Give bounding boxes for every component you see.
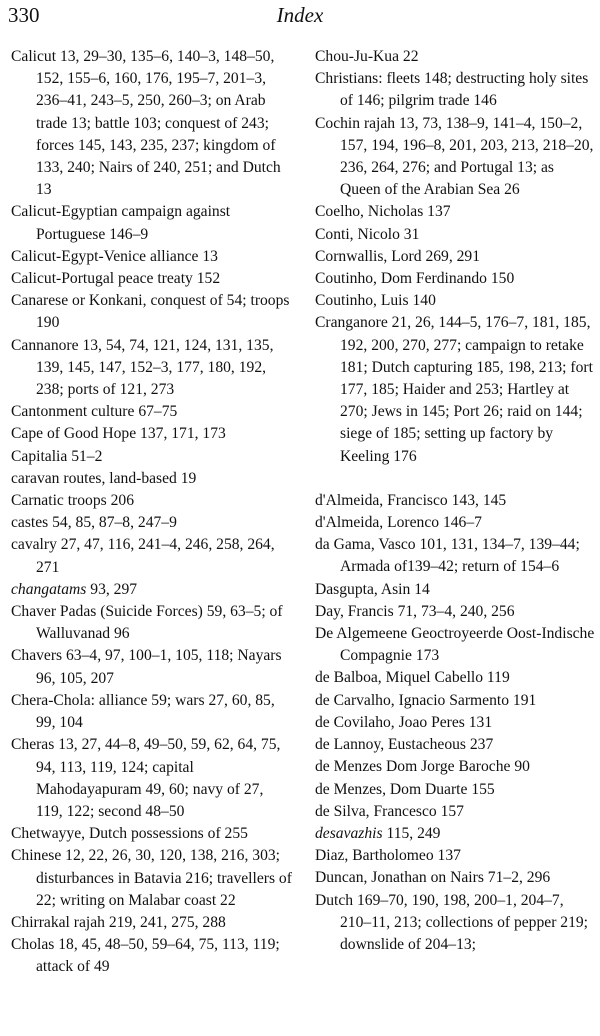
index-entry: [11, 534, 293, 578]
index-term: de Menzes Dom Jorge Baroche: [315, 758, 511, 776]
index-entry: [11, 446, 293, 468]
index-term: de Carvalho, Ignacio Sarmento: [315, 691, 509, 709]
index-term: Dasgupta, Asin: [315, 580, 411, 598]
index-page-refs: 13, 27, 44–8, 49–50, 59, 62, 64, 75, 94, 113, 119, 124; capital Mahodayapuram 49, 60; navy of 27, 119, 122; second 48–50: [36, 736, 281, 820]
index-entry: [11, 734, 293, 823]
index-page-refs: 19: [176, 469, 197, 487]
index-entry: [315, 712, 597, 734]
index-entry: [11, 823, 293, 845]
index-page-refs: 155: [467, 780, 495, 798]
index-page-refs: 93, 297: [86, 580, 138, 598]
index-term: Dutch: [315, 891, 354, 909]
index-entry: [315, 490, 597, 512]
index-entry: [11, 401, 293, 423]
index-entry: [315, 867, 597, 889]
index-term: d'Almeida, Lorenco: [315, 514, 440, 532]
index-entry: [315, 201, 597, 223]
index-term: d'Almeida, Francisco: [315, 491, 448, 509]
index-entry: [315, 268, 597, 290]
index-entry: [315, 734, 597, 756]
index-entry: [11, 423, 293, 445]
index-entry: [315, 890, 597, 957]
index-entry: [11, 268, 293, 290]
index-page-refs: 54, 85, 87–8, 247–9: [48, 514, 177, 532]
index-entry: [315, 534, 597, 578]
index-term: Calicut-Egyptian campaign against Portuguese: [11, 203, 231, 243]
index-term: Cape of Good Hope: [11, 425, 137, 443]
index-term: de Balboa, Miquel Cabello: [315, 669, 484, 687]
index-page-refs: 131: [464, 713, 493, 731]
index-term: Calicut-Egypt-Venice alliance: [11, 247, 199, 265]
index-term: Coelho, Nicholas: [315, 203, 424, 221]
index-entry: [315, 312, 597, 467]
index-term: Coutinho, Dom Ferdinando: [315, 270, 487, 288]
index-page-refs: 150: [486, 270, 515, 288]
index-term: Coutinho, Luis: [315, 292, 409, 310]
index-entry: [11, 335, 293, 402]
index-page-refs: 115, 249: [382, 824, 441, 842]
index-entry: [315, 779, 597, 801]
index-term: de Menzes, Dom Duarte: [315, 780, 468, 798]
index-page-refs: 157: [436, 802, 464, 820]
index-term: Calicut: [11, 48, 57, 65]
index-term: Diaz, Bartholomeo: [315, 847, 434, 865]
index-entry: [11, 934, 293, 978]
index-page-refs: 22: [399, 48, 419, 65]
index-entry: [11, 246, 293, 268]
index-term: Chinese: [11, 847, 62, 865]
index-page-refs: 269, 291: [421, 247, 481, 265]
index-page-refs: 90: [510, 758, 530, 776]
index-term: Duncan, Jonathan: [315, 869, 427, 887]
index-term: Cranganore: [315, 314, 388, 332]
index-term: cavalry: [11, 536, 57, 554]
index-term: da Gama, Vasco: [315, 536, 416, 554]
index-term: Chirrakal rajah: [11, 913, 105, 931]
index-entry: [315, 823, 597, 845]
index-page-refs: 137: [433, 847, 461, 865]
index-term: Day, Francis: [315, 602, 394, 620]
index-page-refs: alliance 59; wars 27, 60, 85, 99, 104: [36, 691, 275, 732]
index-page-refs: 152: [192, 270, 221, 288]
index-term: de Covilaho, Joao Peres: [315, 713, 465, 731]
index-term: Chetwayye,: [11, 825, 86, 843]
index-page-refs: 21, 26, 144–5, 176–7, 181, 185, 192, 200, 270, 277; campaign to retake 181; Dutch capturing 185, 198, 213; fort 177, 185; Haider and 253; Hartley at 270; Jews in 145; Port 26; raid on 144; siege of 185; setting up factory by Keeling 176: [340, 314, 593, 465]
index-page-refs: 12, 22, 26, 30, 120, 138, 216, 303; disturbances in Batavia 216; travellers of 22; writing on Malabar coast 22: [36, 847, 292, 909]
index-page-refs: 31: [399, 225, 420, 243]
index-page-refs: 169–70, 190, 198, 200–1, 204–7, 210–11, 213; collections of pepper 219; downslide of 204–13;: [340, 891, 589, 953]
index-entry: [315, 690, 597, 712]
index-term: changatams: [11, 580, 87, 598]
index-entry: [11, 201, 293, 245]
index-entry: [11, 845, 293, 912]
index-entry: [315, 113, 597, 202]
page-header: [0, 0, 600, 34]
index-term: Chou-Ju-Kua: [315, 48, 400, 65]
right-index-column: [315, 46, 597, 956]
index-entry: [315, 246, 597, 268]
index-page-refs: 71, 73–4, 240, 256: [393, 602, 515, 620]
index-term: Chera-Chola:: [11, 691, 96, 709]
index-page-refs: 13, 29–30, 135–6, 140–3, 148–50, 152, 155–6, 160, 176, 195–7, 201–3, 236–41, 243–5, 250, 260–3; on Arab trade 13; battle 103; conquest of 243; forces 145, 143, 235, 237; kingdom of 133, 240; Nairs of 240, 251; and Dutch 13: [36, 48, 281, 199]
index-entry: [315, 601, 597, 623]
index-page-refs: 143, 145: [447, 491, 507, 509]
index-entry: [315, 68, 597, 112]
index-page-refs: 13, 73, 138–9, 141–4, 150–2, 157, 194, 196–8, 201, 203, 213, 218–20, 236, 264, 276; and Portugal 13; as Queen of the Arabian Sea 26: [340, 114, 594, 199]
index-term: Cantonment culture: [11, 403, 135, 421]
index-page-refs: Dutch possessions of 255: [85, 825, 248, 843]
index-entry: [315, 801, 597, 823]
index-page-refs: 219, 241, 275, 288: [104, 913, 226, 931]
index-term: Conti, Nicolo: [315, 225, 400, 243]
index-page-refs: 146–7: [439, 514, 482, 532]
index-entry: [315, 756, 597, 778]
index-entry: [315, 224, 597, 246]
index-term: Canarese or Konkani,: [11, 292, 147, 310]
index-page-refs: 137: [423, 203, 451, 221]
index-page-refs: 146–9: [105, 225, 149, 243]
index-page-refs: 18, 45, 48–50, 59–64, 75, 113, 119; attack of 49: [36, 936, 280, 976]
index-entry: [315, 667, 597, 689]
index-page-refs: conquest of 54; troops 190: [36, 292, 290, 332]
index-entry: [11, 912, 293, 934]
index-page-refs: 14: [410, 580, 430, 598]
index-entry: [315, 579, 597, 601]
index-page-refs: 59, 63–5; of Walluvanad 96: [36, 603, 283, 643]
index-page-refs: 140: [408, 292, 436, 310]
index-page-refs: 27, 47, 116, 241–4, 246, 258, 264, 271: [36, 536, 275, 576]
index-page-refs: 67–75: [134, 403, 178, 421]
index-entry: [11, 490, 293, 512]
index-page-refs: 13, 54, 74, 121, 124, 131, 135, 139, 145, 147, 152–3, 177, 180, 192, 238; ports of 121, 273: [36, 336, 274, 399]
left-index-column: [11, 46, 293, 979]
index-term: Cheras: [11, 736, 55, 754]
index-term: De Algemeene Geoctroyeerde Oost-Indische Compagnie: [315, 625, 595, 665]
index-term: Chavers: [11, 647, 63, 665]
index-term: Cornwallis, Lord: [315, 247, 422, 265]
index-term: Cannanore: [11, 336, 79, 354]
index-entry: [11, 690, 293, 734]
index-term: Cochin rajah: [315, 114, 396, 132]
index-entry: [11, 468, 293, 490]
index-term: caravan routes, land-based: [11, 469, 177, 487]
index-term: desavazhis: [315, 824, 383, 842]
index-page-refs: fleets 148; destructing holy sites of 146; pilgrim trade 146: [340, 70, 589, 110]
index-page-refs: 51–2: [67, 447, 103, 465]
index-page-refs: on Nairs 71–2, 296: [426, 869, 551, 887]
index-term: de Lannoy, Eustacheous: [315, 736, 466, 754]
index-entry: [11, 601, 293, 645]
index-page-refs: 206: [106, 492, 134, 510]
index-entry: [315, 623, 597, 667]
index-page-refs: 119: [483, 669, 510, 687]
index-term: Calicut-Portugal peace treaty: [11, 270, 193, 288]
index-entry: [11, 290, 293, 334]
index-term: de Silva, Francesco: [315, 802, 437, 820]
index-page-refs: 237: [465, 736, 494, 754]
index-term: castes: [11, 514, 49, 532]
index-page-refs: 101, 131, 134–7, 139–44; Armada of139–42; return of 154–6: [340, 536, 580, 576]
index-entry: [11, 579, 293, 601]
index-entry: [315, 290, 597, 312]
index-page-refs: 137, 171, 173: [136, 425, 226, 443]
index-entry: [11, 46, 293, 201]
index-page-refs: 173: [411, 647, 440, 665]
index-term: Capitalia: [11, 447, 68, 465]
index-entry: [315, 512, 597, 534]
index-term: Cholas: [11, 936, 55, 954]
index-entry: [315, 845, 597, 867]
index-term: Christians:: [315, 70, 383, 88]
page-number: 330: [8, 3, 40, 27]
index-page-refs: 13: [198, 247, 218, 265]
running-head: Index: [276, 3, 324, 27]
index-term: Carnatic troops: [11, 492, 107, 510]
index-term: Chaver Padas (Suicide Forces): [11, 603, 203, 621]
index-entry: [315, 46, 597, 68]
index-entry: [11, 512, 293, 534]
index-page-refs: 191: [509, 691, 537, 709]
index-page-refs: 63–4, 97, 100–1, 105, 118; Nayars 96, 105, 207: [36, 647, 282, 687]
index-entry: [11, 645, 293, 689]
